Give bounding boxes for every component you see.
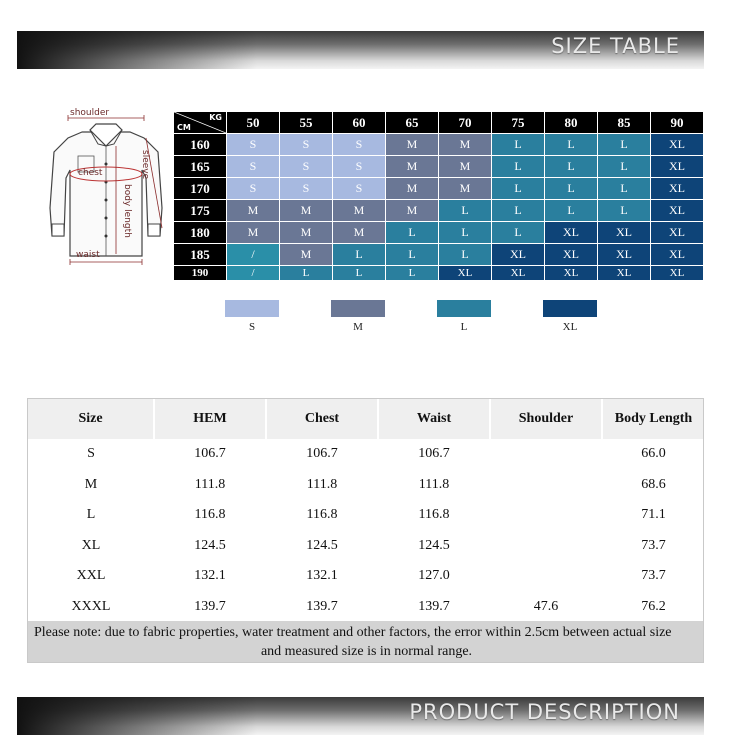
measurement-cell: 124.5 <box>418 537 450 553</box>
measurement-cell: 76.2 <box>641 598 666 614</box>
size-cell: S <box>333 156 386 178</box>
body-length-label: body length <box>122 184 132 238</box>
measurement-cell: 106.7 <box>418 446 450 462</box>
weight-header: 60 <box>333 112 386 134</box>
weight-header: 85 <box>598 112 651 134</box>
size-cell: L <box>598 156 651 178</box>
measurement-header: Waist <box>378 399 490 439</box>
measurement-header: Size <box>28 399 154 439</box>
grid-row <box>174 244 704 266</box>
banner-title: PRODUCT DESCRIPTION <box>409 700 680 724</box>
size-cell: S <box>280 178 333 200</box>
measurement-cell: M <box>84 476 98 492</box>
legend-swatch <box>331 300 385 317</box>
height-header: 165 <box>174 156 227 178</box>
grid-row <box>174 156 704 178</box>
legend-label: M <box>353 321 363 333</box>
legend-item <box>225 300 279 333</box>
chest-label: chest <box>78 168 103 178</box>
measurement-cell: S <box>87 446 95 462</box>
size-cell: M <box>439 156 492 178</box>
height-header: 185 <box>174 244 227 266</box>
size-cell: XL <box>598 244 651 266</box>
measurement-cell: 139.7 <box>418 598 450 614</box>
size-cell: L <box>386 222 439 244</box>
size-cell: L <box>386 266 439 281</box>
measurement-cell <box>490 470 602 501</box>
measurement-cell: 111.8 <box>306 476 338 492</box>
size-cell: L <box>492 200 545 222</box>
weight-header: 90 <box>651 112 704 134</box>
legend-item <box>437 300 491 333</box>
size-cell: L <box>545 134 598 156</box>
measurement-table <box>27 398 704 663</box>
size-cell: L <box>598 178 651 200</box>
measurement-cell: 116.8 <box>306 507 338 523</box>
measurement-cell: 139.7 <box>194 598 226 614</box>
size-cell: L <box>492 178 545 200</box>
measurement-cell: 47.6 <box>533 598 559 614</box>
measurement-cell: 139.7 <box>306 598 338 614</box>
table-row <box>28 470 704 501</box>
size-cell: L <box>545 156 598 178</box>
size-cell: XL <box>492 266 545 281</box>
table-row <box>28 592 704 623</box>
legend-label: L <box>460 321 468 333</box>
shirt-diagram <box>46 108 166 268</box>
size-cell: S <box>333 134 386 156</box>
size-note <box>28 621 704 663</box>
note-line-2: and measured size is in normal range. <box>260 644 473 659</box>
legend-label: S <box>248 321 256 333</box>
size-cell: S <box>227 156 280 178</box>
size-cell: / <box>227 244 280 266</box>
size-cell: L <box>598 134 651 156</box>
weight-header: 55 <box>280 112 333 134</box>
size-cell: M <box>386 200 439 222</box>
size-cell: XL <box>439 266 492 281</box>
size-cell: S <box>280 134 333 156</box>
banner-fade <box>17 31 257 69</box>
legend-item <box>331 300 385 333</box>
measurement-cell: 111.8 <box>194 476 226 492</box>
size-cell: XL <box>651 178 704 200</box>
measurement-cell <box>490 439 602 470</box>
grid-row <box>174 200 704 222</box>
weight-header: 80 <box>545 112 598 134</box>
size-cell: XL <box>598 266 651 281</box>
measurement-header: Body Length <box>602 399 704 439</box>
size-cell: L <box>280 266 333 281</box>
measurement-cell <box>490 561 602 592</box>
measurement-cell: 106.7 <box>194 446 226 462</box>
banner-title: SIZE TABLE <box>551 34 680 58</box>
weight-header: 65 <box>386 112 439 134</box>
grid-row <box>174 222 704 244</box>
height-header: 170 <box>174 178 227 200</box>
size-cell: M <box>280 222 333 244</box>
legend-swatch <box>437 300 491 317</box>
table-row <box>28 500 704 531</box>
size-cell: S <box>333 178 386 200</box>
size-cell: S <box>227 134 280 156</box>
size-cell: L <box>439 222 492 244</box>
table-row <box>28 561 704 592</box>
size-cell: M <box>333 222 386 244</box>
size-cell: XL <box>545 222 598 244</box>
measurement-cell: 73.7 <box>641 537 666 553</box>
size-cell: M <box>227 200 280 222</box>
measurement-cell: 68.6 <box>641 476 666 492</box>
measurement-cell: XL <box>81 537 101 553</box>
size-cell: XL <box>545 266 598 281</box>
table-row <box>28 531 704 562</box>
note-line-1: Please note: due to fabric properties, water treatment and other factors, the error within 2.5cm between actual size <box>34 625 672 640</box>
measurement-cell: 116.8 <box>418 507 450 523</box>
measurement-cell: 124.5 <box>194 537 226 553</box>
size-cell: M <box>333 200 386 222</box>
corner-kg-label: KG <box>209 113 222 122</box>
size-cell: M <box>386 178 439 200</box>
product-description-banner <box>17 697 704 735</box>
legend-swatch <box>543 300 597 317</box>
size-table-banner <box>17 31 704 69</box>
size-cell: L <box>492 134 545 156</box>
size-cell: XL <box>492 244 545 266</box>
measurement-cell: L <box>86 507 96 523</box>
measurement-cell: 132.1 <box>194 568 226 584</box>
size-cell: L <box>439 244 492 266</box>
shoulder-label: shoulder <box>70 108 110 118</box>
banner-fade <box>17 697 257 735</box>
sleeve-label: sleeve <box>140 150 150 180</box>
weight-header: 70 <box>439 112 492 134</box>
measurement-header: Chest <box>266 399 378 439</box>
measurement-header: Shoulder <box>490 399 602 439</box>
grid-row <box>174 178 704 200</box>
size-cell: / <box>227 266 280 281</box>
measurement-cell: 116.8 <box>194 507 226 523</box>
measurement-cell: 73.7 <box>641 568 666 584</box>
height-header: 160 <box>174 134 227 156</box>
grid-row <box>174 134 704 156</box>
height-header: 175 <box>174 200 227 222</box>
measurement-cell: 132.1 <box>306 568 338 584</box>
size-cell: XL <box>651 156 704 178</box>
size-cell: L <box>492 222 545 244</box>
height-header: 180 <box>174 222 227 244</box>
table-row <box>28 439 704 470</box>
legend-item <box>543 300 597 333</box>
size-cell: S <box>227 178 280 200</box>
measurement-cell: XXXL <box>71 598 111 614</box>
size-cell: L <box>492 156 545 178</box>
size-chart-grid <box>173 111 704 281</box>
grid-corner <box>174 112 227 134</box>
size-cell: M <box>227 222 280 244</box>
legend-swatch <box>225 300 279 317</box>
legend-label: XL <box>562 321 578 333</box>
measurement-cell: XXL <box>76 568 106 584</box>
size-cell: M <box>280 200 333 222</box>
size-cell: XL <box>651 266 704 281</box>
measurement-cell: 124.5 <box>306 537 338 553</box>
corner-cm-label: CM <box>177 123 191 132</box>
size-cell: L <box>439 200 492 222</box>
measurement-cell: 71.1 <box>641 507 666 523</box>
size-cell: M <box>386 156 439 178</box>
weight-header: 75 <box>492 112 545 134</box>
size-cell: M <box>386 134 439 156</box>
weight-header: 50 <box>227 112 280 134</box>
size-cell: L <box>333 244 386 266</box>
size-cell: XL <box>651 244 704 266</box>
size-cell: XL <box>651 134 704 156</box>
size-cell: XL <box>651 222 704 244</box>
size-cell: S <box>280 156 333 178</box>
measurement-cell: 111.8 <box>418 476 450 492</box>
measurement-cell <box>490 500 602 531</box>
size-cell: L <box>545 178 598 200</box>
measurement-cell <box>490 531 602 562</box>
size-cell: L <box>333 266 386 281</box>
shirt-outline-icon <box>46 108 166 268</box>
size-cell: M <box>439 134 492 156</box>
measurement-cell: 106.7 <box>306 446 338 462</box>
measurement-cell: 66.0 <box>641 446 666 462</box>
height-header: 190 <box>174 266 227 281</box>
size-cell: L <box>386 244 439 266</box>
waist-label: waist <box>76 250 100 260</box>
size-cell: XL <box>651 200 704 222</box>
size-cell: L <box>545 200 598 222</box>
size-cell: XL <box>598 222 651 244</box>
size-cell: M <box>280 244 333 266</box>
grid-row <box>174 266 704 281</box>
size-cell: M <box>439 178 492 200</box>
measurement-cell: 127.0 <box>418 568 450 584</box>
size-cell: L <box>598 200 651 222</box>
measurement-header: HEM <box>154 399 266 439</box>
size-cell: XL <box>545 244 598 266</box>
